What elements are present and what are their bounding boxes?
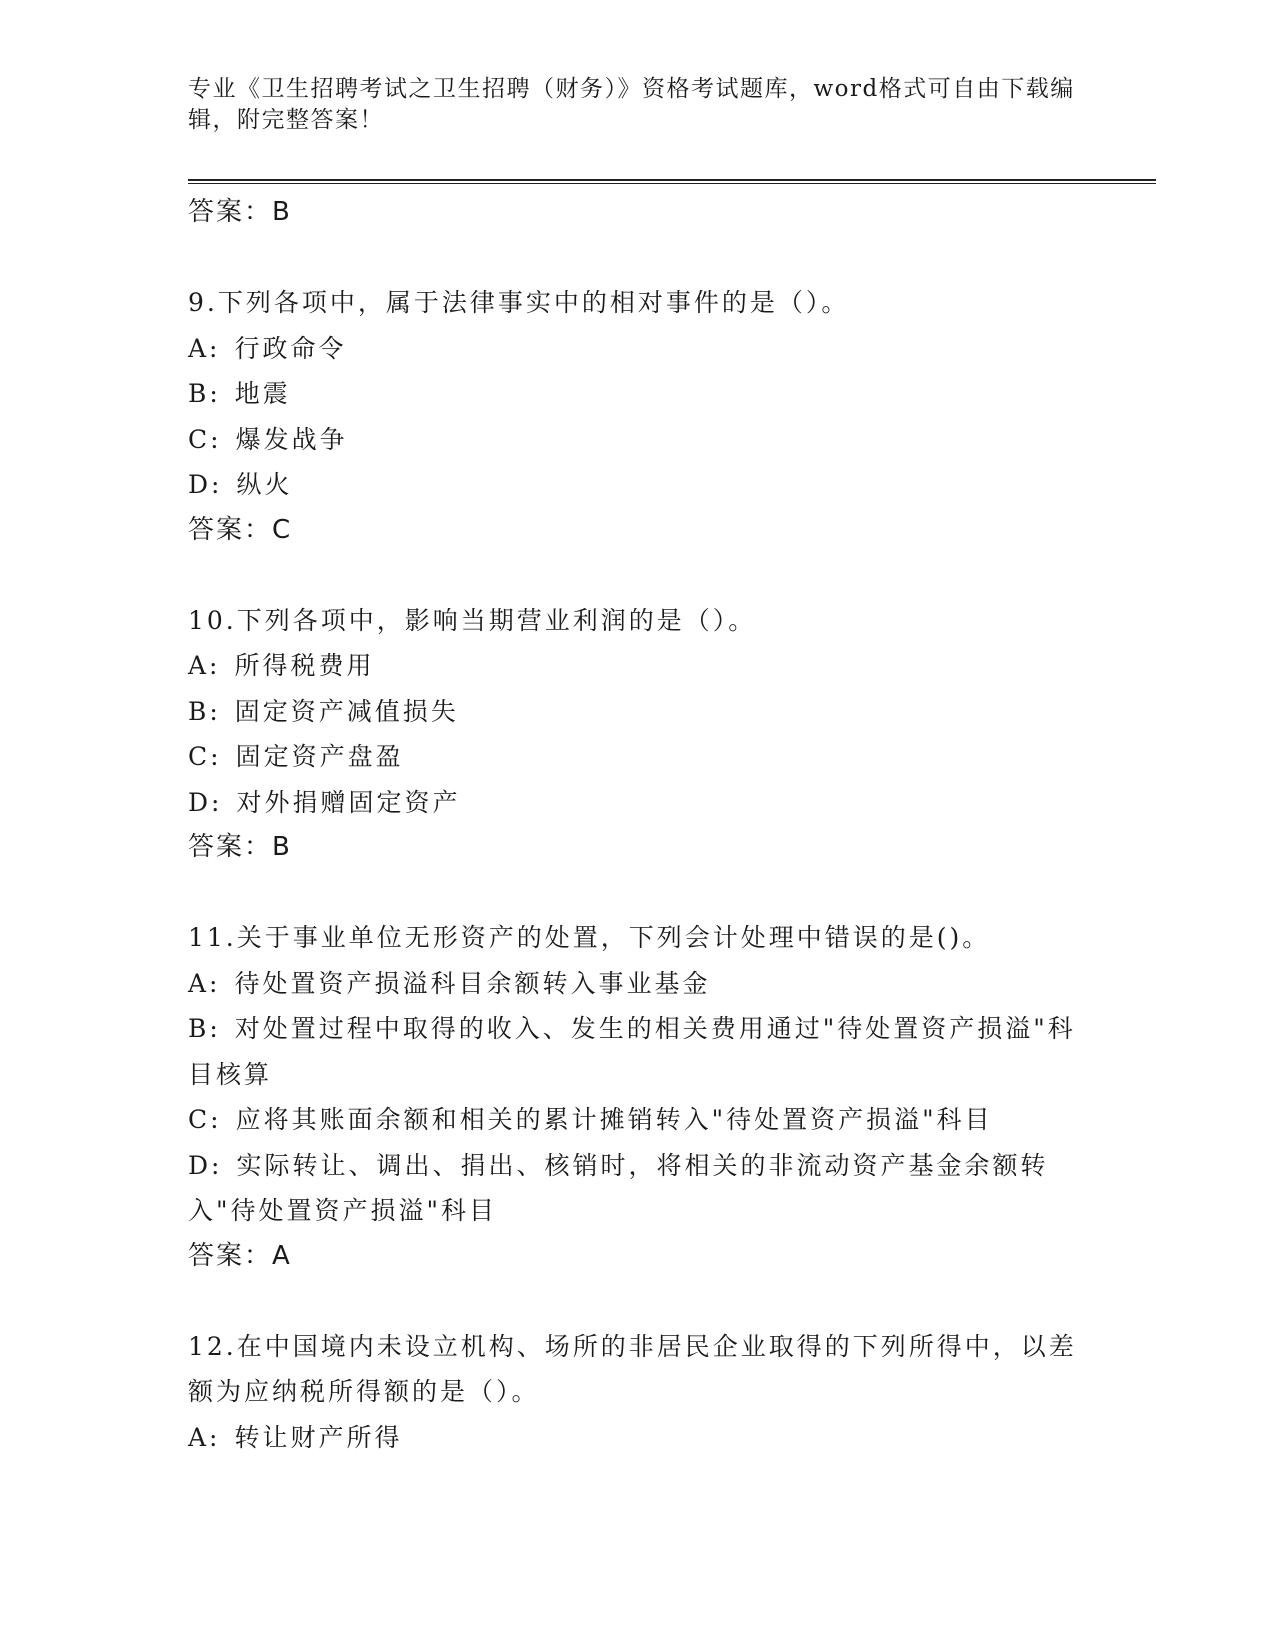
question-title bbox=[188, 915, 1088, 961]
answer-value: C bbox=[272, 514, 293, 545]
option-letter: B: bbox=[188, 696, 221, 726]
answer-value: B bbox=[272, 197, 292, 227]
question-title bbox=[188, 598, 1088, 644]
question-number: 10. bbox=[188, 605, 237, 635]
option-c bbox=[188, 1097, 1088, 1143]
question-item bbox=[188, 598, 1088, 870]
answer-label: 答案： bbox=[188, 1240, 273, 1271]
header-intro-text: 专业《卫生招聘考试之卫生招聘（财务）》资格考试题库，word格式可自由下载编辑，附完整答案！ bbox=[188, 76, 1075, 133]
question-text: 下列各项中，影响当期营业利润的是（）。 bbox=[236, 605, 757, 635]
option-b bbox=[188, 371, 1088, 417]
option-a bbox=[188, 1415, 1088, 1461]
option-text: 待处置资产损溢科目余额转入事业基金 bbox=[234, 968, 711, 998]
option-text: 所得税费用 bbox=[234, 651, 375, 680]
option-letter: D: bbox=[188, 1150, 223, 1180]
option-text: 转让财产所得 bbox=[234, 1422, 403, 1452]
answer-label: 答案： bbox=[188, 514, 273, 545]
question-item bbox=[188, 915, 1088, 1278]
option-letter: C: bbox=[188, 1105, 222, 1134]
option-letter: B: bbox=[188, 1014, 221, 1043]
document-header bbox=[188, 74, 1088, 136]
option-text: 固定资产盘盈 bbox=[235, 742, 404, 771]
header-divider bbox=[188, 179, 1156, 184]
question-text: 下列各项中，属于法律事实中的相对事件的是（）。 bbox=[217, 288, 850, 317]
option-b bbox=[188, 1006, 1088, 1097]
option-text: 应将其账面余额和相关的累计摊销转入"待处置资产损溢"科目 bbox=[235, 1105, 993, 1134]
option-a bbox=[188, 326, 1088, 372]
question-number: 12. bbox=[188, 1331, 237, 1361]
answer-label: 答案： bbox=[188, 832, 273, 862]
answer-line bbox=[188, 508, 1088, 552]
option-letter: A: bbox=[188, 1422, 221, 1452]
option-text: 行政命令 bbox=[234, 333, 347, 363]
option-letter: B: bbox=[188, 379, 221, 408]
answer-line bbox=[188, 190, 1088, 234]
option-text: 对处置过程中取得的收入、发生的相关费用通过"待处置资产损溢"科目核算 bbox=[188, 1014, 1076, 1089]
option-letter: A: bbox=[188, 968, 221, 998]
option-letter: A: bbox=[188, 333, 221, 363]
option-text: 纵火 bbox=[236, 470, 293, 499]
option-text: 对外捐赠固定资产 bbox=[236, 787, 461, 817]
question-list bbox=[188, 190, 1088, 1460]
option-c bbox=[188, 417, 1088, 463]
option-text: 实际转让、调出、捐出、核销时，将相关的非流动资产基金余额转入"待处置资产损溢"科目 bbox=[188, 1150, 1049, 1225]
question-text: 在中国境内未设立机构、场所的非居民企业取得的下列所得中，以差额为应纳税所得额的是（）。 bbox=[188, 1331, 1077, 1406]
option-text: 固定资产减值损失 bbox=[234, 696, 459, 726]
question-item bbox=[188, 1324, 1088, 1461]
answer-line bbox=[188, 1234, 1088, 1278]
option-letter: C: bbox=[188, 742, 222, 771]
answer-label: 答案： bbox=[188, 197, 273, 227]
answer-line bbox=[188, 825, 1088, 869]
option-d bbox=[188, 1143, 1088, 1234]
question-number: 11. bbox=[188, 923, 237, 952]
option-letter: D: bbox=[188, 470, 223, 499]
option-letter: C: bbox=[188, 424, 222, 454]
answer-value: A bbox=[272, 1240, 292, 1271]
question-title bbox=[188, 280, 1088, 326]
question-text: 关于事业单位无形资产的处置，下列会计处理中错误的是()。 bbox=[236, 923, 991, 952]
answer-value: B bbox=[272, 832, 292, 862]
option-letter: D: bbox=[188, 787, 223, 817]
option-text: 爆发战争 bbox=[235, 424, 348, 454]
question-number: 9. bbox=[188, 288, 218, 317]
option-text: 地震 bbox=[234, 379, 291, 408]
option-a bbox=[188, 961, 1088, 1007]
option-b bbox=[188, 689, 1088, 735]
option-a bbox=[188, 643, 1088, 689]
option-d bbox=[188, 462, 1088, 508]
option-letter: A: bbox=[188, 651, 221, 680]
question-title bbox=[188, 1324, 1088, 1415]
option-c bbox=[188, 734, 1088, 780]
option-d bbox=[188, 780, 1088, 826]
question-item bbox=[188, 280, 1088, 552]
